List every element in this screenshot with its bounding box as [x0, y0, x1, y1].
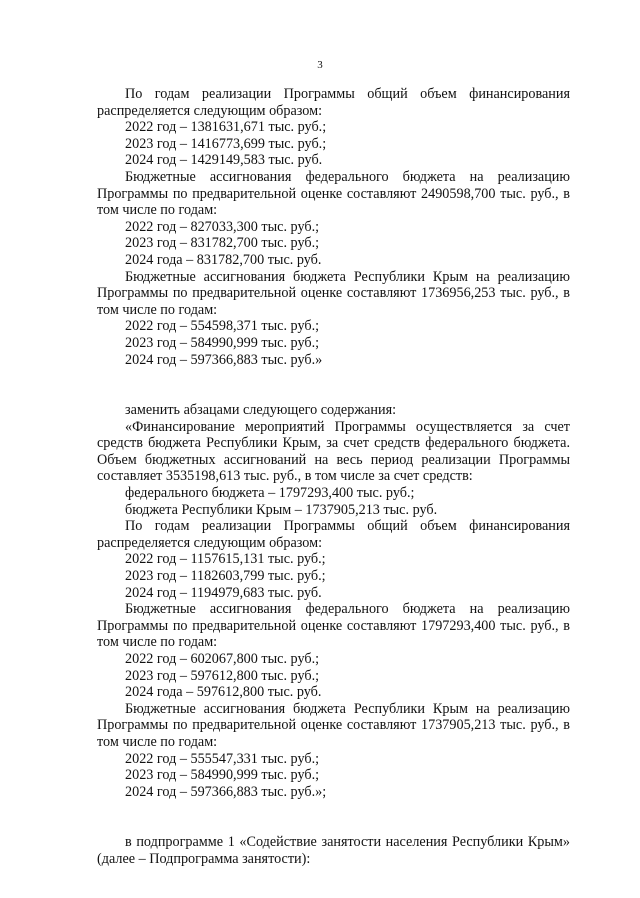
federal-budget-paragraph-line: Бюджетные ассигнования федерального бюджета на реализацию — [125, 601, 570, 618]
year-amount-line: 2024 года – 597612,800 тыс. руб. — [125, 684, 322, 701]
total-financing-intro-line: распределяется следующим образом: — [97, 534, 323, 551]
page-number: 3 — [317, 59, 323, 71]
financing-paragraph-line: составляет 3535198,613 тыс. руб., в том числе за счет средств: — [97, 468, 473, 485]
year-amount-line: 2022 год – 555547,331 тыс. руб.; — [125, 750, 320, 767]
year-amount-line: 2023 год – 1182603,799 тыс. руб.; — [125, 568, 326, 585]
financing-paragraph-line: Объем бюджетных ассигнований на весь период реализации Программы — [97, 451, 570, 468]
funding-source-line: федерального бюджета – 1797293,400 тыс. руб.; — [125, 485, 415, 502]
year-amount-line: 2023 год – 584990,999 тыс. руб.; — [125, 767, 320, 784]
subprogram-paragraph-line: в подпрограмме 1 «Содействие занятости населения Республики Крым» — [125, 834, 570, 851]
total-financing-intro-line: По годам реализации Программы общий объем финансирования — [125, 86, 570, 102]
crimea-budget-paragraph-line: том числе по годам: — [97, 733, 218, 750]
federal-budget-paragraph-line: том числе по годам: — [97, 634, 218, 651]
year-amount-line: 2024 год – 597366,883 тыс. руб.» — [125, 351, 323, 368]
year-amount-line: 2022 год – 602067,800 тыс. руб.; — [125, 651, 320, 667]
subprogram-paragraph-line: (далее – Подпрограмма занятости): — [97, 850, 311, 867]
year-amount-line: 2023 год – 597612,800 тыс. руб.; — [125, 667, 320, 684]
year-amount-line: 2022 год – 554598,371 тыс. руб.; — [125, 318, 320, 335]
federal-budget-paragraph-line: том числе по годам: — [97, 202, 218, 219]
crimea-budget-paragraph-line: том числе по годам: — [97, 301, 218, 318]
year-amount-line: 2022 год – 1157615,131 тыс. руб.; — [125, 551, 326, 568]
document-body — [97, 86, 570, 868]
federal-budget-paragraph-line: Бюджетные ассигнования федерального бюджета на реализацию — [125, 168, 570, 185]
federal-budget-paragraph-line: Программы по предварительной оценке составляют 1797293,400 тыс. руб., в — [97, 617, 570, 634]
year-amount-line: 2022 год – 827033,300 тыс. руб.; — [125, 218, 320, 235]
spacer — [97, 368, 570, 402]
total-financing-intro-line: распределяется следующим образом: — [97, 102, 323, 119]
crimea-budget-paragraph-line: Бюджетные ассигнования бюджета Республики Крым на реализацию — [125, 700, 570, 717]
crimea-budget-paragraph-line: Программы по предварительной оценке составляют 1736956,253 тыс. руб., в — [97, 285, 570, 302]
year-amount-line: 2024 год – 1194979,683 тыс. руб. — [125, 584, 322, 601]
year-amount-line: 2023 год – 584990,999 тыс. руб.; — [125, 334, 320, 351]
federal-budget-paragraph-line: Программы по предварительной оценке составляют 2490598,700 тыс. руб., в — [97, 185, 570, 202]
year-amount-line: 2023 год – 1416773,699 тыс. руб.; — [125, 135, 327, 152]
funding-source-line: бюджета Республики Крым – 1737905,213 тыс. руб. — [125, 501, 438, 518]
spacer — [97, 800, 570, 834]
year-amount-line: 2024 год – 1429149,583 тыс. руб. — [125, 152, 323, 169]
year-amount-line: 2024 год – 597366,883 тыс. руб.»; — [125, 783, 327, 800]
total-financing-intro-line: По годам реализации Программы общий объем финансирования — [125, 518, 570, 535]
year-amount-line: 2024 года – 831782,700 тыс. руб. — [125, 251, 322, 268]
financing-paragraph-line: «Финансирование мероприятий Программы осуществляется за счет — [125, 418, 570, 435]
year-amount-line: 2022 год – 1381631,671 тыс. руб.; — [125, 119, 327, 136]
replace-instruction: заменить абзацами следующего содержания: — [125, 402, 397, 419]
year-amount-line: 2023 год – 831782,700 тыс. руб.; — [125, 235, 320, 252]
crimea-budget-paragraph-line: Программы по предварительной оценке составляют 1737905,213 тыс. руб., в — [97, 717, 570, 734]
financing-paragraph-line: средств бюджета Республики Крым, за счет средств федерального бюджета. — [97, 435, 570, 452]
crimea-budget-paragraph-line: Бюджетные ассигнования бюджета Республики Крым на реализацию — [125, 268, 570, 285]
